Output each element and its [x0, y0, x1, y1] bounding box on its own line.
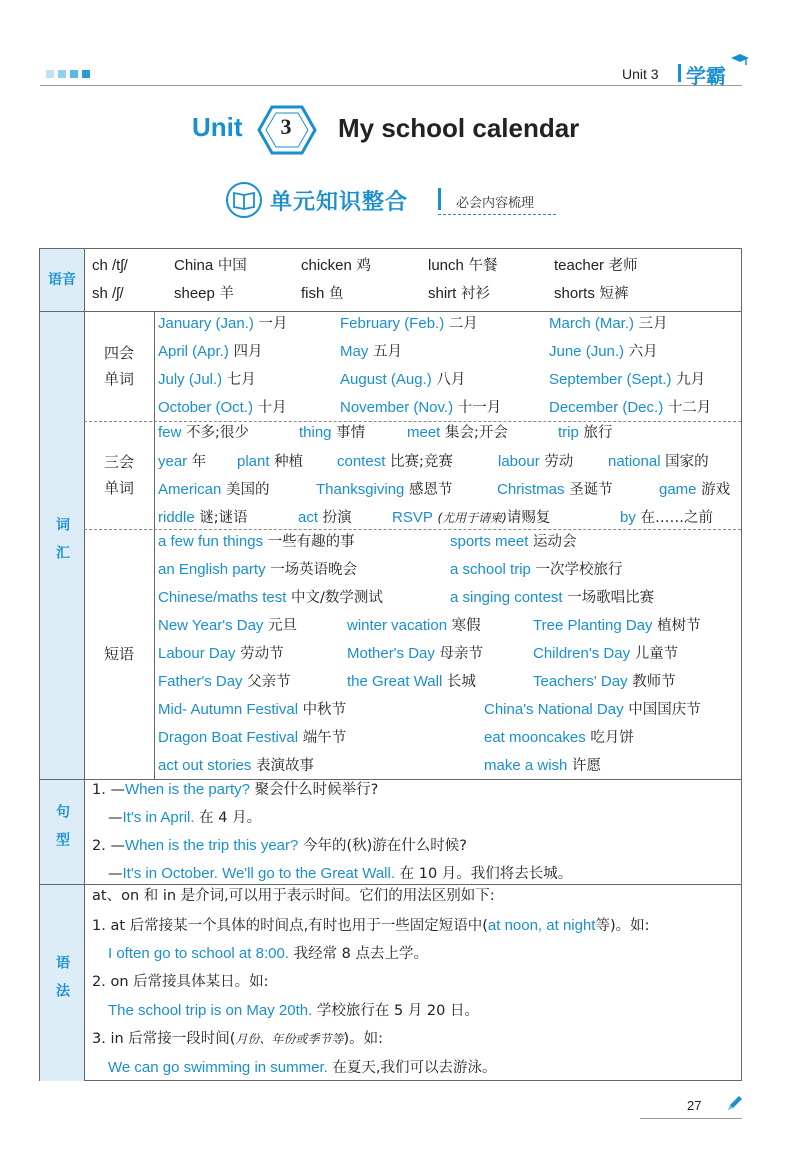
phrase-item: Mother's Day 母亲节 [347, 645, 483, 662]
divider [84, 421, 741, 422]
phrase-item: an English party 一场英语晚会 [158, 561, 358, 578]
grammar-example-3: We can go swimming in summer. 在夏天,我们可以去游泳。 [108, 1059, 497, 1076]
phrase-item: China's National Day 中国国庆节 [484, 701, 701, 718]
phrase-item: New Year's Day 元旦 [158, 617, 298, 634]
divider [40, 884, 741, 885]
book-icon [225, 181, 263, 219]
word-item: chicken 鸡 [301, 257, 371, 274]
word-item: game 游戏 [659, 481, 731, 498]
header-decoration [46, 70, 90, 78]
sentence-question-2: 2. —When is the trip this year? 今年的(秋)游在什么时候? [92, 837, 467, 854]
word-item: June (Jun.) 六月 [549, 343, 658, 360]
word-item: contest 比赛;竞赛 [337, 453, 453, 470]
category-label: 词汇 [54, 517, 70, 573]
word-item: fish 鱼 [301, 285, 344, 302]
word-item: September (Sept.) 九月 [549, 371, 706, 388]
phonics-ch: ch /tʃ/ [92, 257, 128, 274]
phrase-item: Dragon Boat Festival 端午节 [158, 729, 347, 746]
word-item: American 美国的 [158, 481, 270, 498]
word-item: China 中国 [174, 257, 247, 274]
subsection-label: 四会 单词 [103, 344, 134, 388]
section-underline [438, 214, 556, 215]
sentence-question-1: 1. —When is the party? 聚会什么时候举行? [92, 781, 379, 798]
word-item: December (Dec.) 十二月 [549, 399, 712, 416]
word-item: year 年 [158, 453, 207, 470]
subsection-label: 短语 [103, 645, 134, 663]
category-pronunciation [40, 249, 84, 311]
phrase-item: a few fun things 一些有趣的事 [158, 533, 355, 550]
pencil-icon [724, 1094, 744, 1114]
graduation-cap-icon [730, 52, 750, 68]
word-item: January (Jan.) 一月 [158, 315, 288, 332]
phrase-item: act out stories 表演故事 [158, 757, 314, 774]
header-rule [40, 85, 742, 86]
section-subtitle: 必会内容梳理 [456, 196, 535, 211]
word-item: March (Mar.) 三月 [549, 315, 668, 332]
category-label: 语音 [48, 272, 76, 288]
phrase-item: eat mooncakes 吃月饼 [484, 729, 634, 746]
phrase-item: Father's Day 父亲节 [158, 673, 291, 690]
category-sentence [40, 779, 84, 884]
section-title: 单元知识整合 [270, 190, 409, 215]
subsection-label: 三会 单词 [103, 453, 134, 497]
grammar-example-1: I often go to school at 8:00. 我经常 8 点去上学。 [108, 945, 429, 962]
word-item: teacher 老师 [554, 257, 638, 274]
word-item: meet 集会;开会 [407, 424, 508, 441]
phrase-item: Teachers' Day 教师节 [533, 673, 676, 690]
phrase-item: sports meet 运动会 [450, 533, 577, 550]
subsection-three [84, 421, 154, 529]
header-separator [678, 64, 681, 82]
word-item: national 国家的 [608, 453, 709, 470]
word-item: RSVP (尤用于请柬)请赐复 [392, 509, 551, 526]
category-label: 句型 [54, 803, 70, 860]
page-title: My school calendar [338, 113, 580, 143]
word-item: trip 旅行 [558, 424, 613, 441]
phrase-item: a singing contest 一场歌唱比赛 [450, 589, 655, 606]
word-item: November (Nov.) 十一月 [340, 399, 502, 416]
divider [84, 529, 741, 530]
word-item: July (Jul.) 七月 [158, 371, 256, 388]
subsection-phrases [84, 529, 154, 779]
page-number: 27 [687, 1098, 702, 1113]
phrase-item: winter vacation 寒假 [347, 617, 481, 634]
divider [154, 311, 155, 779]
word-item: April (Apr.) 四月 [158, 343, 263, 360]
sentence-answer-1: —It's in April. 在 4 月。 [108, 809, 262, 826]
phrase-item: Tree Planting Day 植树节 [533, 617, 701, 634]
word-item: October (Oct.) 十月 [158, 399, 287, 416]
word-item: plant 种植 [237, 453, 304, 470]
grammar-example-2: The school trip is on May 20th. 学校旅行在 5 月 20 日。 [108, 1002, 479, 1019]
word-item: riddle 谜;谜语 [158, 509, 248, 526]
word-item: thing 事情 [299, 424, 366, 441]
category-label: 语法 [54, 954, 70, 1011]
word-item: Thanksgiving 感恩节 [316, 481, 453, 498]
word-item: sheep 羊 [174, 285, 234, 302]
word-item: February (Feb.) 二月 [340, 315, 478, 332]
header-unit: Unit 3 [622, 66, 659, 82]
phrase-item: Chinese/maths test 中文/数学测试 [158, 589, 383, 606]
word-item: shorts 短裤 [554, 285, 629, 302]
phrase-item: the Great Wall 长城 [347, 673, 476, 690]
phrase-item: Children's Day 儿童节 [533, 645, 679, 662]
header-brand: 学霸 [686, 64, 726, 88]
grammar-rule-1: 1. at 后常接某一个具体的时间点,有时也用于一些固定短语中(at noon, at night等)。如: [92, 917, 650, 934]
category-vocab [40, 311, 84, 779]
word-item: shirt 衬衫 [428, 285, 490, 302]
phrase-item: Mid- Autumn Festival 中秋节 [158, 701, 347, 718]
word-item: lunch 午餐 [428, 257, 498, 274]
unit-number: 3 [280, 114, 292, 139]
word-item: few 不多;很少 [158, 424, 249, 441]
phrase-item: make a wish 许愿 [484, 757, 601, 774]
word-item: labour 劳动 [498, 453, 574, 470]
phrase-item: Labour Day 劳动节 [158, 645, 284, 662]
word-item: act 扮演 [298, 509, 352, 526]
phonics-sh: sh /ʃ/ [92, 285, 124, 302]
category-grammar [40, 884, 84, 1081]
word-item: May 五月 [340, 343, 402, 360]
grammar-rule-2: 2. on 后常接具体某日。如: [92, 974, 269, 990]
unit-label: Unit [192, 112, 243, 142]
word-item: by 在……之前 [620, 509, 713, 526]
phrase-item: a school trip 一次学校旅行 [450, 561, 623, 578]
knowledge-table [39, 248, 742, 1081]
sentence-answer-2: —It's in October. We'll go to the Great Wall. 在 10 月。我们将去长城。 [108, 865, 573, 882]
section-title-bar [438, 188, 441, 210]
word-item: August (Aug.) 八月 [340, 371, 466, 388]
footer-rule [640, 1118, 742, 1119]
subsection-four [84, 311, 154, 421]
grammar-intro: at、on 和 in 是介词,可以用于表示时间。它们的用法区别如下: [92, 888, 495, 904]
word-item: Christmas 圣诞节 [497, 481, 613, 498]
grammar-rule-3: 3. in 后常接一段时间(月份、年份或季节等)。如: [92, 1031, 383, 1047]
